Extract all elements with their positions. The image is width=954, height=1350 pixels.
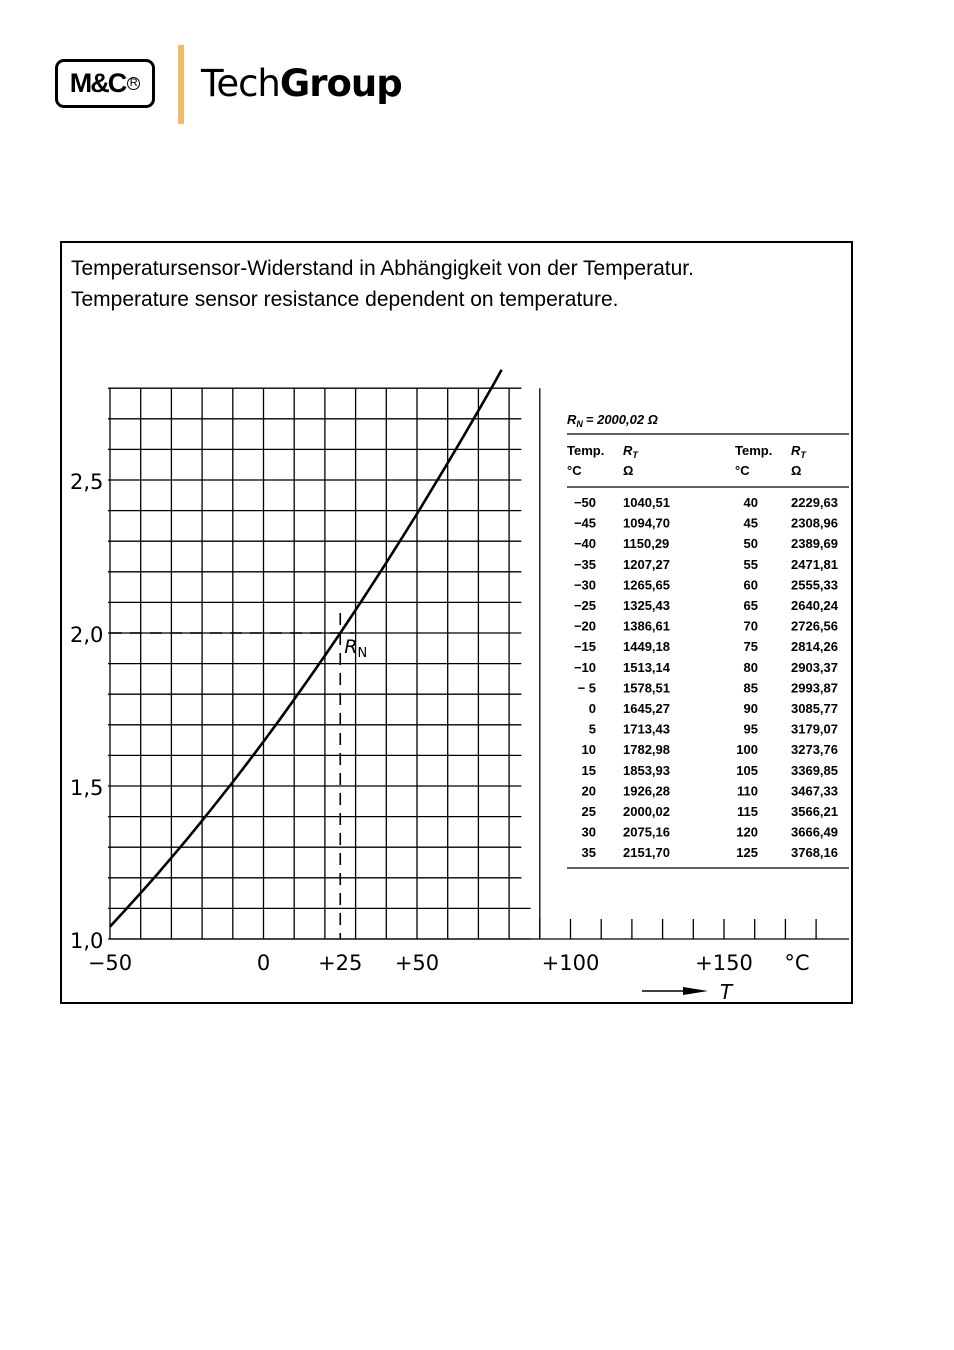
- table-cell-resistance: 2555,33: [791, 577, 838, 593]
- x-tick-label: −50: [87, 951, 133, 975]
- table-cell-resistance: 3179,07: [791, 721, 838, 737]
- table-header-rt-sub: T: [632, 450, 638, 460]
- table-header-rt: $R_T$: [623, 443, 638, 460]
- x-unit-label: °C: [784, 951, 810, 975]
- logo-text: M&C: [69, 68, 126, 98]
- table-cell-resistance: 2471,81: [791, 556, 838, 572]
- table-cell-resistance: 1645,27: [623, 701, 670, 716]
- table-cell-temp: 105: [736, 762, 758, 778]
- table-cell-resistance: 1207,27: [623, 556, 670, 572]
- table-cell-temp: −10: [573, 659, 596, 675]
- table-rn-label: $R_N = 2000,02$ Ω: [567, 412, 658, 429]
- table-cell-temp: 80: [743, 659, 758, 675]
- table-cell-temp: 50: [743, 536, 758, 552]
- table-cell-resistance: 2814,26: [791, 639, 838, 655]
- table-cell-resistance: 2075,16: [623, 824, 670, 840]
- table-cell-resistance: 3369,85: [791, 762, 838, 778]
- table-cell-temp: −35: [573, 556, 596, 572]
- rn-annotation-sub: N: [357, 646, 368, 661]
- x-tick-label: 0: [256, 951, 271, 975]
- table-cell-resistance: 1386,61: [623, 618, 670, 634]
- table-cell-temp: 5: [588, 721, 596, 737]
- table-cell-temp: − 5: [577, 680, 596, 696]
- table-cell-temp: 110: [737, 783, 758, 799]
- table-cell-temp: 95: [743, 721, 758, 737]
- table-cell-temp: 25: [581, 804, 596, 819]
- table-cell-temp: 120: [736, 824, 758, 840]
- chart-title-german: Temperatursensor-Widerstand in Abhängigkeit von der Temperatur.: [71, 257, 694, 280]
- brand-bold: Group: [279, 62, 402, 105]
- y-tick-label: 1,0: [70, 929, 104, 953]
- table-cell-resistance: 3566,21: [791, 804, 838, 819]
- table-cell-temp: 100: [736, 742, 758, 758]
- table-cell-temp: −30: [573, 577, 596, 593]
- x-axis-label: T: [720, 980, 733, 1004]
- table-cell-resistance: 2308,96: [791, 515, 838, 531]
- axis-arrow-head: [683, 987, 708, 995]
- table-cell-resistance: 1325,43: [623, 598, 670, 613]
- table-cell-resistance: 1713,43: [623, 721, 670, 737]
- table-cell-temp: 115: [737, 804, 758, 819]
- table-cell-resistance: 1578,51: [623, 680, 670, 696]
- y-tick-label: 2,5: [70, 470, 104, 494]
- table-header-temp-unit: °C: [567, 463, 582, 478]
- table-cell-temp: 125: [736, 845, 758, 861]
- table-cell-temp: 65: [743, 598, 758, 613]
- table-cell-temp: 55: [743, 556, 758, 572]
- table-cell-temp: −15: [573, 639, 596, 655]
- table-cell-resistance: 3467,33: [791, 783, 838, 799]
- x-tick-label: +150: [695, 951, 753, 975]
- table-cell-temp: 30: [581, 824, 596, 840]
- table-cell-resistance: 2640,24: [791, 598, 838, 613]
- table-cell-temp: 90: [743, 701, 758, 716]
- table-cell-resistance: 1513,14: [623, 659, 670, 675]
- table-cell-resistance: 2229,63: [791, 495, 838, 510]
- table-header-temp: Temp.: [567, 443, 605, 458]
- table-header-rt-unit: Ω: [791, 463, 802, 478]
- table-cell-temp: −40: [573, 536, 596, 552]
- table-header-rt-sub: T: [800, 450, 806, 460]
- table-cell-resistance: 3666,49: [791, 824, 838, 840]
- table-cell-resistance: 2151,70: [623, 845, 670, 861]
- y-tick-label: 1,5: [70, 776, 104, 800]
- table-rn-sub: N: [576, 419, 583, 429]
- rn-annotation: $R_N$: [344, 636, 368, 661]
- table-cell-temp: 70: [743, 618, 758, 634]
- table-cell-resistance: 1265,65: [623, 577, 670, 593]
- chart-labels: [70, 470, 810, 1004]
- table-header-rt-unit: Ω: [623, 463, 634, 478]
- table-cell-resistance: 2389,69: [791, 536, 838, 552]
- resistance-curve: [110, 370, 502, 927]
- table-cell-resistance: 1150,29: [623, 536, 670, 552]
- table-cell-temp: 45: [743, 515, 758, 531]
- table-cell-temp: 0: [588, 701, 596, 716]
- x-tick-label: +50: [394, 951, 440, 975]
- table-cell-resistance: 3768,16: [791, 845, 838, 861]
- table-cell-resistance: 3085,77: [791, 701, 838, 716]
- table-cell-temp: 85: [743, 680, 758, 696]
- table-cell-temp: −45: [573, 515, 596, 531]
- table-cell-resistance: 1926,28: [623, 783, 670, 799]
- table-header-temp: Temp.: [735, 443, 773, 458]
- table-cell-temp: 10: [581, 742, 596, 758]
- table-cell-temp: 75: [743, 639, 758, 655]
- table-cell-resistance: 1782,98: [623, 742, 670, 758]
- registered-mark: R: [127, 77, 140, 90]
- table-cell-temp: −50: [573, 495, 596, 510]
- table-cell-temp: 15: [581, 762, 596, 778]
- table-cell-resistance: 3273,76: [791, 742, 838, 758]
- table-rn-value: = 2000,02 Ω: [585, 412, 658, 427]
- table-cell-resistance: 2993,87: [791, 680, 838, 696]
- table-cell-resistance: 2903,37: [791, 659, 838, 675]
- chart-marks: [110, 370, 502, 939]
- x-tick-label: +25: [318, 951, 363, 975]
- table-header-rt: $R_T$: [791, 443, 806, 460]
- table-cell-resistance: 2000,02: [623, 804, 670, 819]
- table-cell-resistance: 1094,70: [623, 515, 670, 531]
- table-cell-resistance: 2726,56: [791, 618, 838, 634]
- table-cell-temp: 40: [743, 495, 758, 510]
- table-cell-temp: −25: [573, 598, 596, 613]
- table-cell-temp: 35: [581, 845, 596, 861]
- table-cell-resistance: 1853,93: [623, 762, 670, 778]
- brand-light: Tech: [201, 62, 280, 105]
- chart-title-english: Temperature sensor resistance dependent on temperature.: [71, 288, 619, 311]
- resistance-table: [567, 412, 849, 868]
- table-cell-resistance: 1040,51: [623, 495, 670, 510]
- table-header-temp-unit: °C: [735, 463, 750, 478]
- table-cell-resistance: 1449,18: [623, 639, 670, 655]
- table-cell-temp: −20: [573, 618, 596, 634]
- table-cell-temp: 20: [581, 783, 596, 799]
- y-tick-label: 2,0: [70, 623, 104, 647]
- x-tick-label: +100: [541, 951, 600, 975]
- table-cell-temp: 60: [743, 577, 758, 593]
